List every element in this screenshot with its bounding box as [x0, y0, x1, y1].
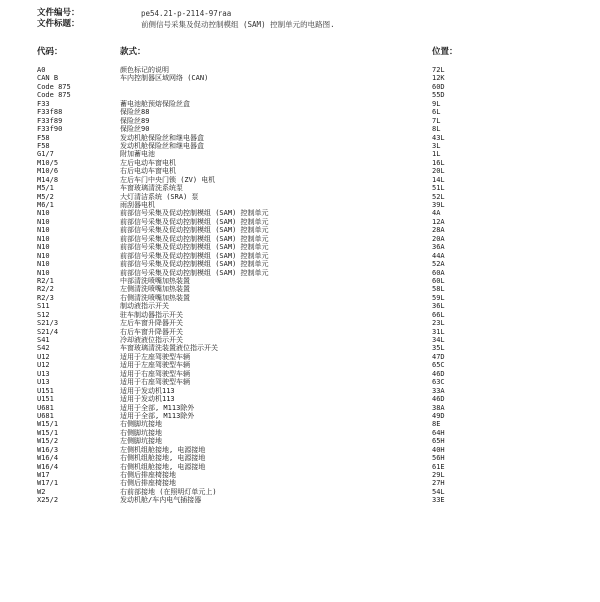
table-row: [0, 100, 600, 108]
table-row: [0, 479, 600, 487]
table-row: [0, 496, 600, 504]
row-code: W17/1: [37, 479, 59, 488]
row-description: 蓄电池舱预熔保险丝盒: [120, 99, 190, 108]
row-description: 前部信号采集及促动控制模组 (SAM) 控制单元: [120, 217, 269, 226]
row-description: 适用于左座驾驶型车辆: [120, 361, 190, 370]
row-code: U681: [37, 411, 54, 420]
table-row: [0, 319, 600, 327]
row-position: 60D: [432, 82, 445, 91]
row-position: 23L: [432, 319, 445, 328]
row-code: N10: [37, 260, 50, 269]
row-description: 适用于发动机113: [120, 386, 175, 395]
row-code: F33f89: [37, 116, 63, 125]
row-code: S21/4: [37, 327, 59, 336]
row-position: 36A: [432, 243, 445, 252]
row-code: Code 875: [37, 82, 71, 91]
row-position: 31L: [432, 327, 445, 336]
row-position: 64H: [432, 428, 445, 437]
row-code: U12: [37, 352, 50, 361]
row-code: U12: [37, 361, 50, 370]
row-description: 右侧机组舱接地, 电源接地: [120, 454, 206, 463]
table-row: [0, 361, 600, 369]
row-position: 56H: [432, 454, 445, 463]
row-code: W17: [37, 471, 50, 479]
row-code: S11: [37, 302, 50, 311]
header-position: 位置：: [432, 47, 458, 57]
row-description: 保险丝88: [120, 108, 150, 117]
row-position: 52L: [432, 192, 445, 201]
row-code: Code 875: [37, 91, 71, 100]
row-code: S12: [37, 310, 50, 319]
table-row: [0, 412, 600, 420]
table-row: [0, 193, 600, 201]
row-position: 61E: [432, 462, 445, 471]
table-row: [0, 176, 600, 184]
table-row: [0, 117, 600, 125]
table-row: [0, 404, 600, 412]
row-description: 右前部接地 (在照明灯单元上): [120, 487, 217, 496]
row-position: 65C: [432, 361, 445, 370]
row-position: 46D: [432, 395, 445, 404]
table-row: [0, 91, 600, 99]
row-code: F58: [37, 133, 50, 142]
row-code: F58: [37, 141, 50, 150]
row-position: 39L: [432, 201, 445, 209]
table-row: [0, 387, 600, 395]
row-description: 右侧后排座椅接地: [120, 471, 176, 479]
table-row: [0, 344, 600, 352]
row-position: 20L: [432, 167, 445, 176]
row-description: 左后车窗升降器开关: [120, 319, 183, 328]
row-position: 60L: [432, 276, 445, 285]
table-row: [0, 134, 600, 142]
table-row: [0, 260, 600, 268]
row-position: 3L: [432, 141, 441, 150]
row-description: 发动机舱/车内电气插接器: [120, 496, 202, 505]
row-description: 保险丝89: [120, 116, 150, 125]
row-code: N10: [37, 209, 50, 218]
row-code: N10: [37, 251, 50, 260]
row-position: 7L: [432, 116, 441, 125]
file-title-label: 文件标题：: [37, 19, 80, 29]
row-code: U13: [37, 369, 50, 378]
row-description: 前部信号采集及促动控制模组 (SAM) 控制单元: [120, 234, 269, 243]
table-row: [0, 209, 600, 217]
row-code: F33f88: [37, 108, 63, 117]
row-code: U151: [37, 386, 54, 395]
row-code: N10: [37, 217, 50, 226]
table-row: [0, 108, 600, 116]
row-description: 冷却液液位指示开关: [120, 336, 183, 344]
table-row: [0, 429, 600, 437]
row-position: 1L: [432, 150, 441, 159]
row-description: 颜色标记的说明: [120, 66, 169, 74]
row-position: 58L: [432, 285, 445, 294]
row-description: 前部信号采集及促动控制模组 (SAM) 控制单元: [120, 243, 269, 252]
header-description: 款式：: [120, 47, 146, 57]
table-row: [0, 437, 600, 445]
row-code: N10: [37, 243, 50, 252]
row-code: R2/1: [37, 276, 54, 285]
table-row: [0, 370, 600, 378]
row-code: M6/1: [37, 201, 54, 209]
table-row: [0, 125, 600, 133]
row-code: A0: [37, 66, 46, 74]
table-row: [0, 420, 600, 428]
row-position: 47D: [432, 352, 445, 361]
row-description: 前部信号采集及促动控制模组 (SAM) 控制单元: [120, 251, 269, 260]
row-description: 右后车窗升降器开关: [120, 327, 183, 336]
row-position: 27H: [432, 479, 445, 488]
table-row: [0, 252, 600, 260]
row-code: M14/8: [37, 175, 59, 184]
row-position: 16L: [432, 158, 445, 167]
row-position: 29L: [432, 471, 445, 479]
row-position: 51L: [432, 184, 445, 193]
row-position: 63C: [432, 378, 445, 387]
row-position: 72L: [432, 66, 445, 74]
table-row: [0, 150, 600, 158]
row-position: 8L: [432, 125, 441, 134]
row-description: 左侧脚坑接地: [120, 437, 162, 446]
row-description: 左后车门中央门锁 (ZV) 电机: [120, 175, 216, 184]
row-position: 36L: [432, 302, 445, 311]
row-position: 54L: [432, 487, 445, 496]
table-row: [0, 83, 600, 91]
row-description: 前部信号采集及促动控制模组 (SAM) 控制单元: [120, 226, 269, 235]
file-number-label: 文件编号：: [37, 8, 80, 18]
row-description: 右后电动车窗电机: [120, 167, 176, 176]
table-row: [0, 218, 600, 226]
row-code: U681: [37, 403, 54, 412]
table-header: [0, 46, 600, 58]
table-row: [0, 471, 600, 479]
row-position: 66L: [432, 310, 445, 319]
table-row: [0, 446, 600, 454]
row-position: 40H: [432, 445, 445, 454]
table-row: [0, 294, 600, 302]
row-description: 左后电动车窗电机: [120, 158, 176, 167]
table-row: [0, 277, 600, 285]
table-row: [0, 353, 600, 361]
table-row: [0, 201, 600, 209]
row-code: M5/1: [37, 184, 54, 193]
row-code: W16/4: [37, 462, 59, 471]
row-description: 适用于左座驾驶型车辆: [120, 352, 190, 361]
table-row: [0, 336, 600, 344]
row-position: 34L: [432, 336, 445, 344]
component-table: [0, 66, 600, 505]
row-code: U13: [37, 378, 50, 387]
row-position: 8E: [432, 420, 441, 429]
table-row: [0, 302, 600, 310]
row-position: 35L: [432, 344, 445, 353]
row-position: 49D: [432, 411, 445, 420]
row-position: 55D: [432, 91, 445, 100]
row-description: 适用于发动机113: [120, 395, 175, 404]
row-position: 33A: [432, 386, 445, 395]
header-code: 代码：: [37, 47, 63, 57]
row-code: M10/5: [37, 158, 59, 167]
row-position: 33E: [432, 496, 445, 505]
row-position: 65H: [432, 437, 445, 446]
row-code: G1/7: [37, 150, 54, 159]
row-description: 车内控制器区域网络 (CAN): [120, 74, 209, 83]
table-row: [0, 463, 600, 471]
row-description: 前部信号采集及促动控制模组 (SAM) 控制单元: [120, 260, 269, 269]
row-description: 右侧脚坑接地: [120, 420, 162, 429]
row-description: 雨刮器电机: [120, 201, 155, 209]
row-position: 12K: [432, 74, 445, 83]
row-code: W16/3: [37, 445, 59, 454]
row-position: 60A: [432, 268, 445, 277]
row-description: 右侧后排座椅接地: [120, 479, 176, 488]
row-code: W16/4: [37, 454, 59, 463]
row-description: 左侧机组舱接地, 电源接地: [120, 445, 206, 454]
row-position: 6L: [432, 108, 441, 117]
row-code: X25/2: [37, 496, 59, 505]
table-row: [0, 226, 600, 234]
row-description: 发动机舱保险丝和继电器盒: [120, 141, 204, 150]
table-row: [0, 159, 600, 167]
table-row: [0, 378, 600, 386]
table-row: [0, 235, 600, 243]
row-code: N10: [37, 226, 50, 235]
row-code: S21/3: [37, 319, 59, 328]
row-description: 制动液指示开关: [120, 302, 169, 311]
row-description: 大灯清洁系统 (SRA) 泵: [120, 192, 199, 201]
row-position: 44A: [432, 251, 445, 260]
row-code: R2/3: [37, 293, 54, 302]
row-position: 38A: [432, 403, 445, 412]
row-code: M5/2: [37, 192, 54, 201]
row-code: U151: [37, 395, 54, 404]
row-description: 车窗玻璃清洗装置液位指示开关: [120, 344, 218, 353]
row-description: 发动机舱保险丝和继电器盒: [120, 133, 204, 142]
row-description: 左侧清洗喷嘴加热装置: [120, 285, 190, 294]
table-row: [0, 142, 600, 150]
row-description: 驻车制动器指示开关: [120, 310, 183, 319]
row-description: 前部信号采集及促动控制模组 (SAM) 控制单元: [120, 209, 269, 218]
table-row: [0, 167, 600, 175]
row-code: N10: [37, 268, 50, 277]
file-number-value: pe54.21-p-2114-97raa: [141, 9, 232, 18]
row-description: 前部信号采集及促动控制模组 (SAM) 控制单元: [120, 268, 269, 277]
row-description: 保险丝90: [120, 125, 150, 134]
row-code: W15/1: [37, 428, 59, 437]
row-position: 9L: [432, 99, 441, 108]
table-row: [0, 243, 600, 251]
row-description: 适用于右座驾驶型车辆: [120, 378, 190, 387]
row-code: F33f90: [37, 125, 63, 134]
row-description: 右侧机组舱接地, 电源接地: [120, 462, 206, 471]
row-description: 附加蓄电池: [120, 150, 155, 159]
row-position: 4A: [432, 209, 441, 218]
row-description: 适用于右座驾驶型车辆: [120, 369, 190, 378]
row-code: S42: [37, 344, 50, 353]
table-row: [0, 395, 600, 403]
table-row: [0, 66, 600, 74]
table-row: [0, 184, 600, 192]
table-row: [0, 74, 600, 82]
row-description: 中部清洗喷嘴加热装置: [120, 276, 190, 285]
row-position: 28A: [432, 226, 445, 235]
row-description: 右侧脚坑接地: [120, 428, 162, 437]
row-description: 右侧清洗喷嘴加热装置: [120, 293, 190, 302]
table-row: [0, 269, 600, 277]
row-code: W15/2: [37, 437, 59, 446]
file-title-value: 前侧信号采集及促动控制模组 (SAM) 控制单元的电路图.: [141, 20, 335, 29]
table-row: [0, 454, 600, 462]
row-code: R2/2: [37, 285, 54, 294]
row-description: 适用于全部, M113除外: [120, 403, 195, 412]
row-position: 52A: [432, 260, 445, 269]
row-code: W2: [37, 487, 46, 496]
row-position: 43L: [432, 133, 445, 142]
row-code: CAN B: [37, 74, 59, 83]
row-position: 20A: [432, 234, 445, 243]
row-code: N10: [37, 234, 50, 243]
row-description: 车窗玻璃清洗系统泵: [120, 184, 183, 193]
row-position: 59L: [432, 293, 445, 302]
table-row: [0, 488, 600, 496]
row-code: W15/1: [37, 420, 59, 429]
row-position: 14L: [432, 175, 445, 184]
row-code: M10/6: [37, 167, 59, 176]
row-position: 12A: [432, 217, 445, 226]
row-description: 适用于全部, M113除外: [120, 411, 195, 420]
row-code: F33: [37, 99, 50, 108]
table-row: [0, 328, 600, 336]
table-row: [0, 311, 600, 319]
row-position: 46D: [432, 369, 445, 378]
row-code: S41: [37, 336, 50, 344]
table-row: [0, 285, 600, 293]
